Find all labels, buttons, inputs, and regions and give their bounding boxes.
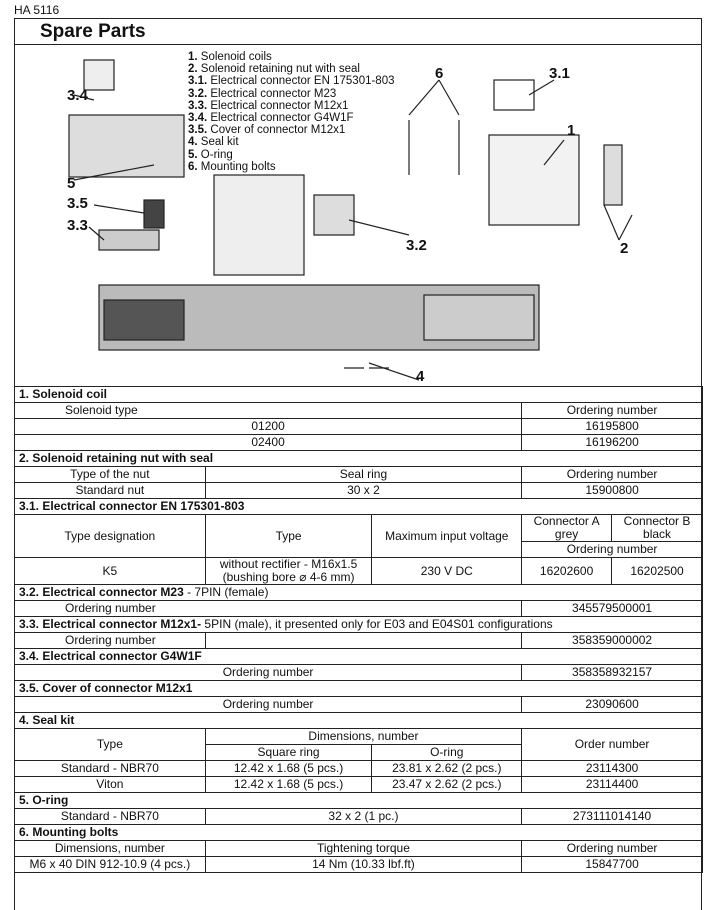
callout-6: 6 [435, 65, 444, 82]
legend-item: 3.3. Electrical connector M12x1 [188, 99, 349, 112]
table-row: Standard - NBR70 32 x 2 (1 pc.) 273111014140 [15, 809, 703, 825]
document-id: HA 5116 [14, 3, 60, 17]
legend-item: 3.4. Electrical connector G4W1F [188, 112, 354, 125]
column-header: Solenoid type [15, 403, 522, 419]
column-header: Ordering number [522, 841, 703, 857]
connector-m12-drawing [99, 230, 159, 250]
table-row: K5 without rectifier - M16x1.5 (bushing bore ⌀ 4-6 mm) 230 V DC 16202600 16202500 [15, 558, 703, 585]
section-title: 5. O-ring [15, 793, 703, 809]
callout-3-2: 3.2 [406, 237, 427, 254]
callout-3-5: 3.5 [67, 195, 88, 212]
callout-3-3: 3.3 [67, 217, 88, 234]
solenoid-coil-1-drawing [489, 135, 579, 225]
column-header: Maximum input voltage [372, 515, 522, 558]
section-title: 3.4. Electrical connector G4W1F [15, 649, 703, 665]
section-title: 3.5. Cover of connector M12x1 [15, 681, 703, 697]
column-header: Dimensions, number [15, 841, 206, 857]
legend-item: 4. Seal kit [188, 136, 239, 149]
legend-item: 3.2. Electrical connector M23 [188, 87, 337, 100]
callout-4: 4 [416, 368, 425, 385]
column-header: Seal ring [205, 467, 521, 483]
connector-cover-drawing [144, 200, 164, 228]
column-header: Type designation [15, 515, 206, 558]
table-row: Ordering number 23090600 [15, 697, 703, 713]
legend-item: 5. O-ring [188, 148, 233, 161]
table-row: Viton 12.42 x 1.68 (5 pcs.) 23.47 x 2.62 (2 pcs.) 23114400 [15, 777, 703, 793]
table-row: Standard - NBR70 12.42 x 1.68 (5 pcs.) 23.81 x 2.62 (2 pcs.) 23114300 [15, 761, 703, 777]
page-title: Spare Parts [40, 21, 146, 42]
column-header: Type of the nut [15, 467, 206, 483]
table-row: Ordering number 358358932157 [15, 665, 703, 681]
retaining-nut-drawing [604, 145, 622, 205]
column-header: Tightening torque [205, 841, 521, 857]
callout-5: 5 [67, 175, 76, 192]
legend-item: 1. Solenoid coils [188, 51, 272, 63]
column-header: Connector A grey [522, 515, 612, 542]
column-header: Ordering number [522, 467, 703, 483]
spare-parts-table [14, 386, 703, 873]
connector-en175301-drawing [494, 80, 534, 110]
section-title: 1. Solenoid coil [15, 387, 703, 403]
section-title: 4. Seal kit [15, 713, 703, 729]
column-header: Type [205, 515, 372, 558]
table-row: 01200 16195800 [15, 419, 703, 435]
section-title: 2. Solenoid retaining nut with seal [15, 451, 703, 467]
callout-3-1: 3.1 [549, 65, 570, 82]
column-header: Dimensions, number [205, 729, 521, 745]
solenoid-coil-drawing [69, 115, 184, 177]
section-title: 3.3. Electrical connector M12x1- 5PIN (male), it presented only for E03 and E04S01 configurations [15, 617, 703, 633]
legend-item: 3.1. Electrical connector EN 175301-803 [188, 75, 395, 88]
connector-g4w1f-drawing [84, 60, 114, 90]
column-header: O-ring [372, 745, 522, 761]
table-row: Standard nut 30 x 2 15900800 [15, 483, 703, 499]
connector-m23-drawing [314, 195, 354, 235]
callout-1: 1 [567, 122, 576, 139]
callout-2: 2 [620, 240, 629, 257]
legend-item: 6. Mounting bolts [188, 160, 276, 173]
column-header: Ordering number [522, 542, 703, 558]
column-header: Square ring [205, 745, 372, 761]
valve-solenoid-drawing [214, 175, 304, 275]
callout-3-4: 3.4 [67, 87, 88, 104]
table-row: 02400 16196200 [15, 435, 703, 451]
column-header: Connector B black [612, 515, 703, 542]
table-row: Ordering number 358359000002 [15, 633, 703, 649]
column-header: Ordering number [522, 403, 703, 419]
column-header: Order number [522, 729, 703, 761]
column-header: Type [15, 729, 206, 761]
section-title: 6. Mounting bolts [15, 825, 703, 841]
parts-legend [188, 51, 395, 173]
legend-item: 3.5. Cover of connector M12x1 [188, 124, 346, 137]
table-row: M6 x 40 DIN 912-10.9 (4 pcs.) 14 Nm (10.33 lbf.ft) 15847700 [15, 857, 703, 873]
section-title: 3.1. Electrical connector EN 175301-803 [15, 499, 703, 515]
section-title: 3.2. Electrical connector M23 - 7PIN (female) [15, 585, 703, 601]
legend-item: 2. Solenoid retaining nut with seal [188, 63, 360, 76]
table-row: Ordering number 345579500001 [15, 601, 703, 617]
